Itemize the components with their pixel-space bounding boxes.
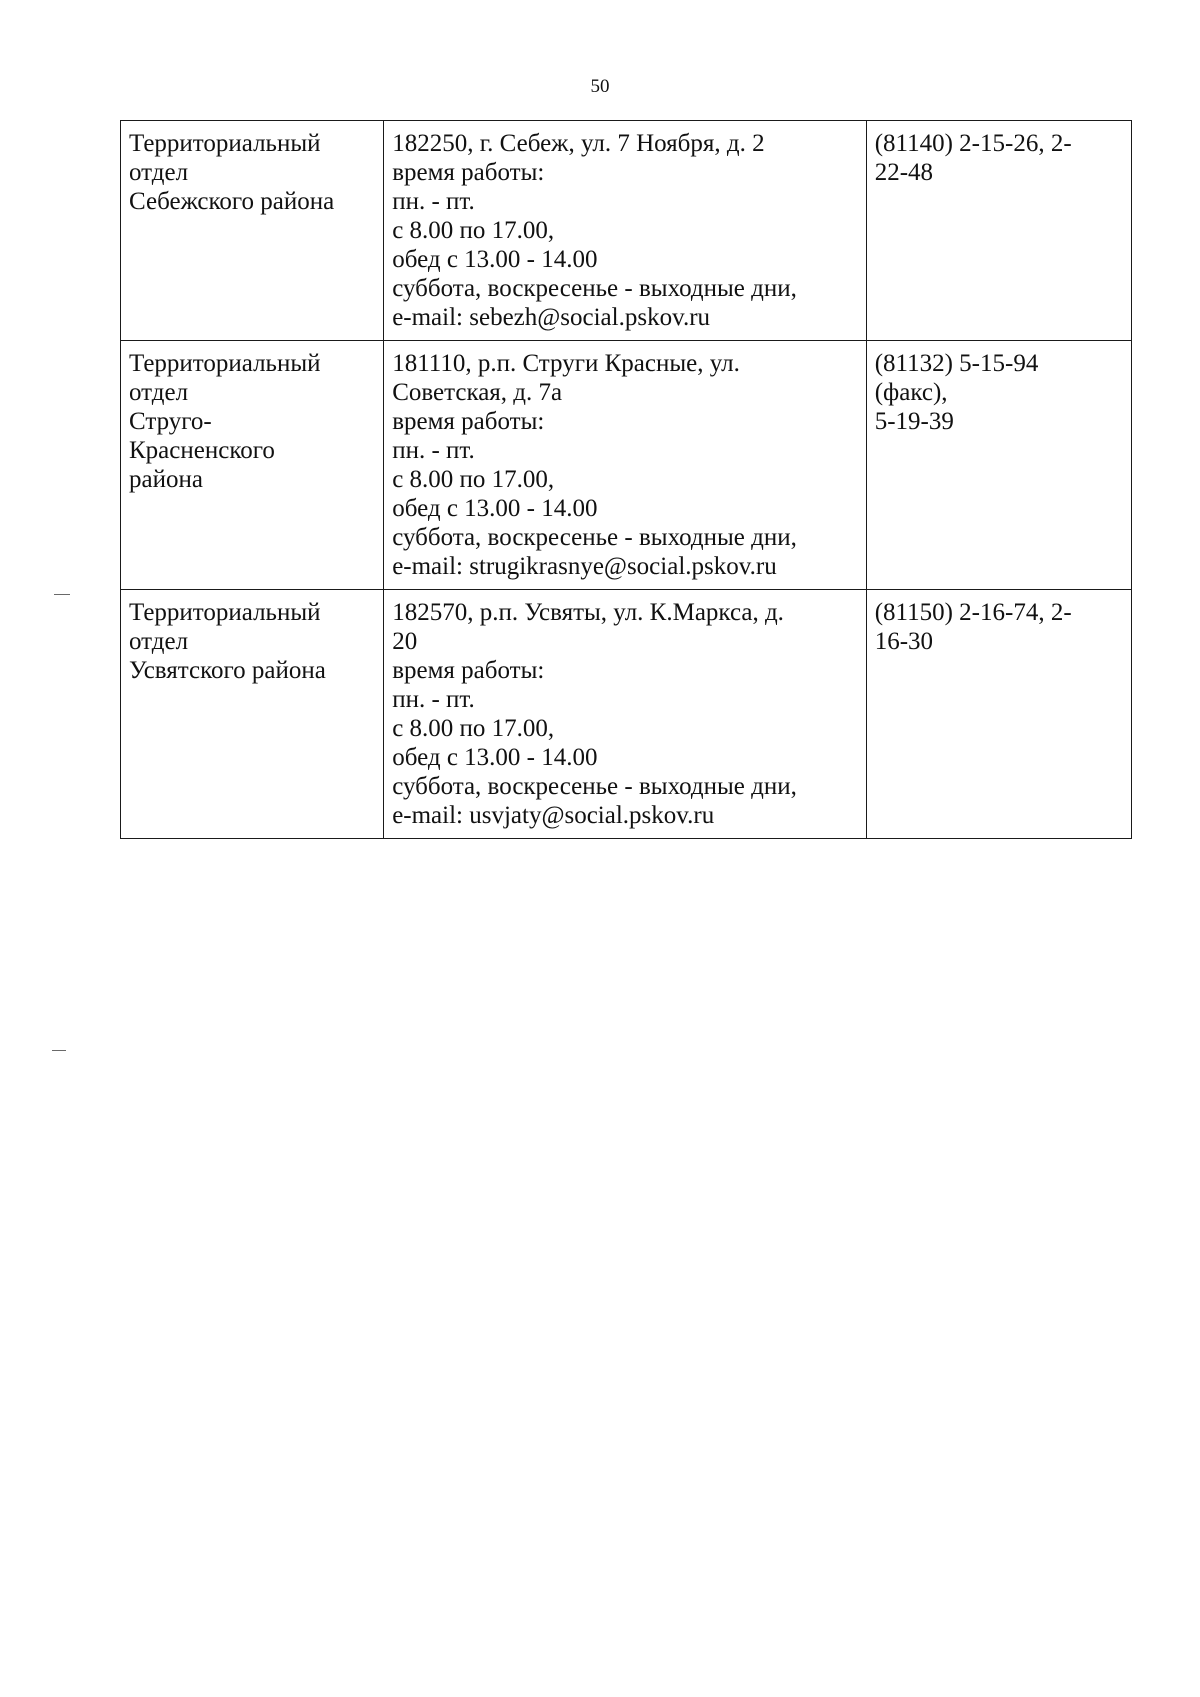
scan-artifact bbox=[54, 594, 70, 595]
phone-line: 5-19-39 bbox=[874, 408, 954, 435]
department-line: отдел bbox=[129, 159, 189, 186]
address-line: 182570, р.п. Усвяты, ул. К.Маркса, д. bbox=[392, 599, 784, 626]
department-line: Себежского района bbox=[129, 188, 335, 215]
department-line: Струго- bbox=[129, 408, 212, 435]
address-cell bbox=[384, 341, 867, 590]
department-line: Территориальный bbox=[129, 130, 321, 157]
address-line: время работы: bbox=[392, 657, 545, 684]
address-line: время работы: bbox=[392, 159, 545, 186]
address-line: с 8.00 по 17.00, bbox=[392, 715, 555, 742]
address-line: обед с 13.00 - 14.00 bbox=[392, 246, 598, 273]
table-row bbox=[121, 341, 1132, 590]
address-line: пн. - пт. bbox=[392, 437, 475, 464]
department-cell bbox=[121, 121, 384, 341]
table-row bbox=[121, 590, 1132, 839]
address-line: 182250, г. Себеж, ул. 7 Ноября, д. 2 bbox=[392, 130, 765, 157]
table-row bbox=[121, 121, 1132, 341]
phone-line: 16-30 bbox=[874, 628, 934, 655]
address-line: 181110, р.п. Струги Красные, ул. bbox=[392, 350, 740, 377]
department-line: Территориальный bbox=[129, 350, 321, 377]
address-line: суббота, воскресенье - выходные дни, bbox=[392, 275, 797, 302]
address-line: обед с 13.00 - 14.00 bbox=[392, 495, 598, 522]
phone-line: (факс), bbox=[874, 379, 948, 406]
address-line: обед с 13.00 - 14.00 bbox=[392, 744, 598, 771]
phone-line: (81140) 2-15-26, 2- bbox=[874, 130, 1072, 157]
address-line: с 8.00 по 17.00, bbox=[392, 466, 555, 493]
scan-artifact bbox=[52, 1050, 66, 1051]
department-line: отдел bbox=[129, 379, 189, 406]
phone-cell bbox=[866, 121, 1131, 341]
address-line: суббота, воскресенье - выходные дни, bbox=[392, 524, 797, 551]
phone-line: (81132) 5-15-94 bbox=[874, 350, 1039, 377]
phone-line: 22-48 bbox=[874, 159, 934, 186]
contacts-table bbox=[120, 120, 1132, 839]
department-line: Красненского bbox=[129, 437, 275, 464]
address-line: суббота, воскресенье - выходные дни, bbox=[392, 773, 797, 800]
address-line: время работы: bbox=[392, 408, 545, 435]
address-line: пн. - пт. bbox=[392, 686, 475, 713]
address-line: 20 bbox=[392, 628, 418, 655]
department-line: Усвятского района bbox=[129, 657, 326, 684]
address-line: пн. - пт. bbox=[392, 188, 475, 215]
address-cell bbox=[384, 121, 867, 341]
department-cell bbox=[121, 341, 384, 590]
address-line: Советская, д. 7а bbox=[392, 379, 563, 406]
department-line: отдел bbox=[129, 628, 189, 655]
address-cell bbox=[384, 590, 867, 839]
department-line: Территориальный bbox=[129, 599, 321, 626]
phone-cell bbox=[866, 590, 1131, 839]
address-line: с 8.00 по 17.00, bbox=[392, 217, 555, 244]
page-number: 50 bbox=[590, 76, 610, 97]
department-cell bbox=[121, 590, 384, 839]
phone-cell bbox=[866, 341, 1131, 590]
email-line: e-mail: usvjaty@social.pskov.ru bbox=[392, 802, 715, 829]
email-line: e-mail: sebezh@social.pskov.ru bbox=[392, 304, 711, 331]
department-line: района bbox=[129, 466, 203, 493]
phone-line: (81150) 2-16-74, 2- bbox=[874, 599, 1072, 626]
email-line: e-mail: strugikrasnye@social.pskov.ru bbox=[392, 553, 777, 580]
